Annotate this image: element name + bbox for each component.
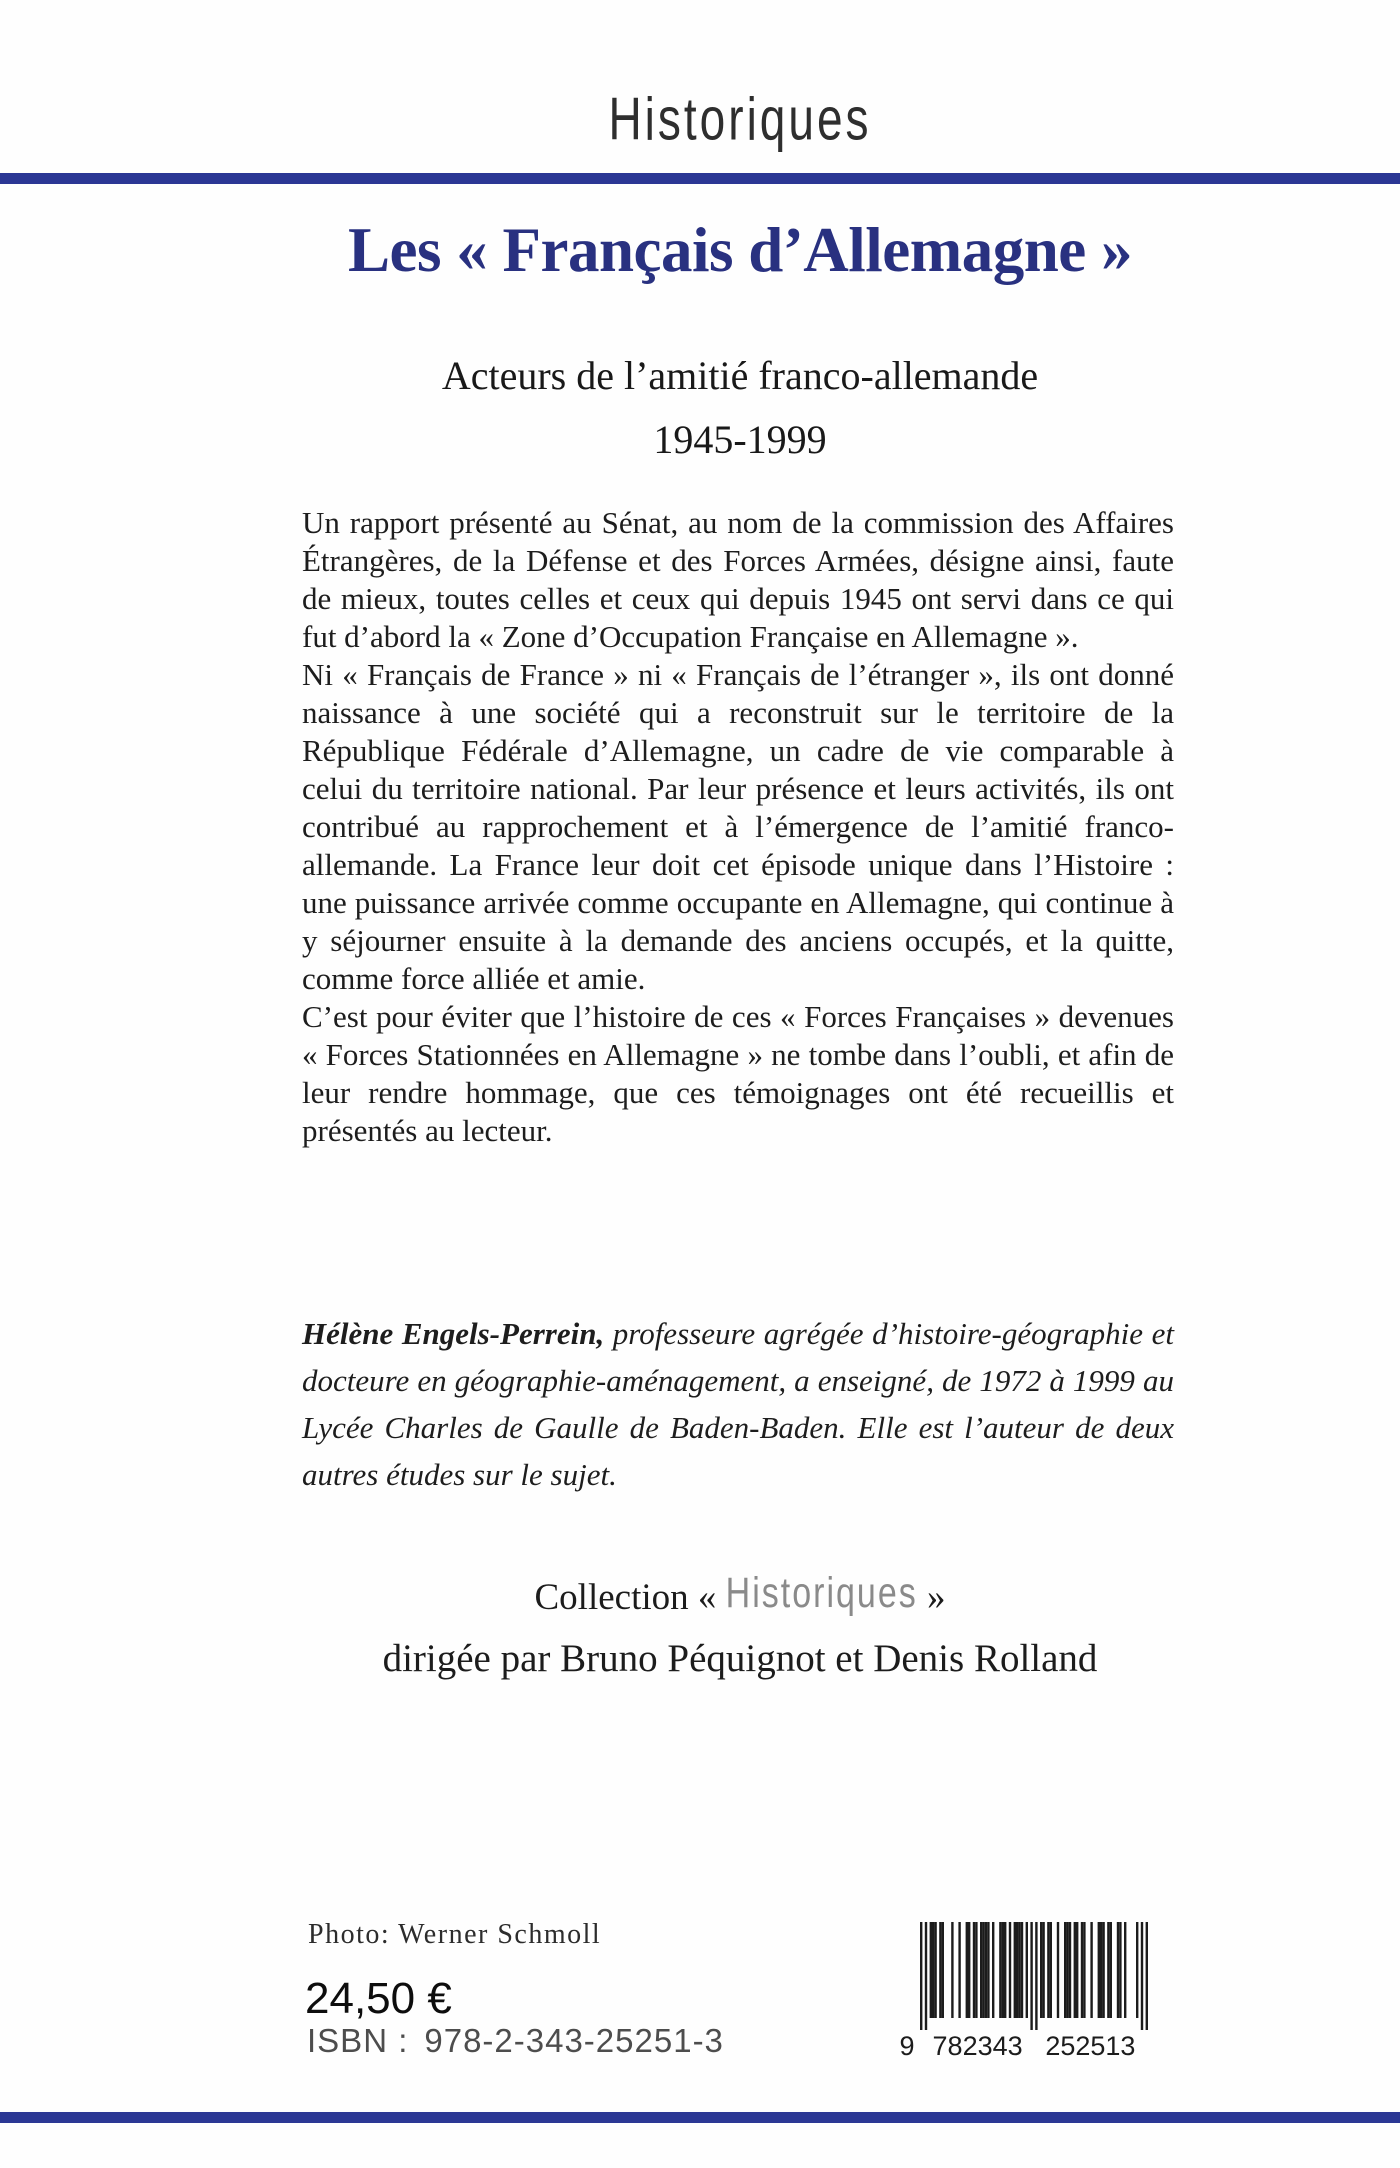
bottom-divider-bar — [0, 2112, 1400, 2123]
ean13-barcode — [898, 1922, 1158, 2064]
isbn-value: 978-2-343-25251-3 — [424, 2022, 724, 2059]
paragraph-3: C’est pour éviter que l’histoire de ces « Forces Françaises » devenues « Forces Stationnées en Allemagne » ne tombe dans l’oubli, et afin de leur rendre hommage, que ces témoignages ont été recueillis et présentés au lecteur. — [302, 999, 1174, 1148]
collection-logo — [80, 84, 1400, 154]
svg-text:782343: 782343 — [932, 2031, 1023, 2061]
author-name: Hélène Engels-Perrein, — [302, 1316, 605, 1351]
photo-credit: Photo: Werner Schmoll — [308, 1919, 602, 1950]
book-subtitle: Acteurs de l’amitié franco-allemande — [441, 353, 1039, 398]
top-divider-bar — [0, 173, 1400, 184]
collection-name: Historiques — [725, 1569, 918, 1617]
collection-suffix: » — [917, 1577, 946, 1618]
collection-line — [80, 1569, 1400, 1619]
collection-directors: dirigée par Bruno Péquignot et Denis Rolland — [382, 1637, 1098, 1680]
collection-logo-text: Historiques — [608, 84, 872, 153]
back-cover-text — [302, 504, 1174, 1150]
barcode-bars — [898, 1922, 1158, 2064]
price: 24,50 € — [305, 1974, 452, 2023]
isbn-line — [307, 2022, 724, 2060]
book-title: Les « Français d’Allemagne » — [348, 215, 1132, 285]
book-years: 1945-1999 — [653, 417, 827, 462]
author-bio — [302, 1310, 1174, 1498]
author-bio-text: professeure agrégée d’histoire-géographie et docteure en géographie-aménagement, a enseigné, de 1972 à 1999 au Lycée Charles de Gaulle de Baden-Baden. Elle est l’auteur de deux autres études sur le sujet. — [302, 1316, 1175, 1492]
paragraph-2: Ni « Français de France » ni « Français de l’étranger », ils ont donné naissance à une société qui a reconstruit sur le territoire de la République Fédérale d’Allemagne, un cadre de vie comparable à celui du territoire national. Par leur présence et leurs activités, ils ont contribué au rapprochement et à l’émergence de l’amitié franco-allemande. La France leur doit cet épisode unique dans l’Histoire : une puissance arrivée comme occupante en Allemagne, qui continue à y séjourner ensuite à la demande des anciens occupés, et la quitte, comme force alliée et amie. — [302, 657, 1174, 996]
svg-text:9: 9 — [899, 2031, 915, 2061]
paragraph-1: Un rapport présenté au Sénat, au nom de la commission des Affaires Étrangères, de la Défense et des Forces Armées, désigne ainsi, faute de mieux, toutes celles et ceux qui depuis 1945 ont servi dans ce qui fut d’abord la « Zone d’Occupation Française en Allemagne ». — [302, 505, 1174, 654]
svg-text:252513: 252513 — [1045, 2031, 1136, 2061]
collection-prefix: Collection « — [534, 1577, 726, 1618]
isbn-label: ISBN : — [307, 2022, 409, 2059]
